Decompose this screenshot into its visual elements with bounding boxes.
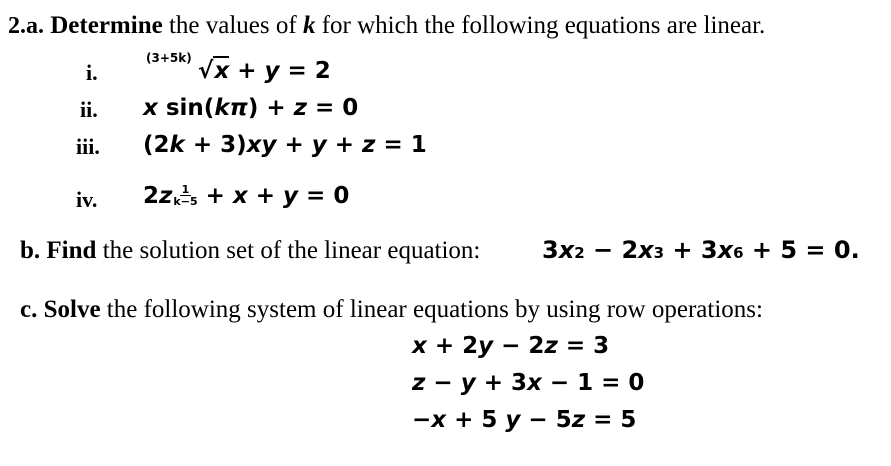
item-ii-equation: x sin(kπ) + z = 0 bbox=[143, 95, 359, 121]
part-a-text-after-k: for which the following equations are linear. bbox=[321, 12, 766, 39]
part-b-equation: 3x2 − 2x3 + 3x6 + 5 = 0. bbox=[542, 236, 860, 264]
item-iii-equation: (2k + 3)xy + y + z = 1 bbox=[143, 132, 427, 158]
system-equation-1: x + 2y − 2z = 3 bbox=[412, 333, 610, 359]
item-iv-numeral: iv. bbox=[76, 187, 98, 212]
part-a-label: 2.a. bbox=[8, 13, 44, 39]
sqrt-icon: √ bbox=[198, 58, 214, 84]
item-ii-numeral: ii. bbox=[80, 97, 98, 122]
item-iii-numeral: iii. bbox=[76, 134, 100, 159]
variable-k: k bbox=[302, 12, 316, 39]
system-equation-3: −x + 5 y − 5z = 5 bbox=[412, 407, 637, 433]
item-i-root-index: (3+5k) bbox=[146, 51, 192, 65]
item-i-equation: √x + y = 2 bbox=[198, 58, 331, 84]
part-a-bold-word: Determine bbox=[50, 12, 163, 39]
exponent-numerator: 1 bbox=[181, 183, 190, 196]
part-a-heading bbox=[8, 12, 765, 40]
item-i-numeral: i. bbox=[86, 60, 98, 85]
part-c-heading bbox=[20, 296, 763, 324]
part-b-heading bbox=[20, 237, 480, 265]
part-c-text: the following system of linear equations by using row operations: bbox=[106, 296, 763, 323]
exponent-denominator: k−5 bbox=[173, 195, 198, 208]
part-a-text-before-k: the values of bbox=[168, 12, 297, 39]
system-equation-2: z − y + 3x − 1 = 0 bbox=[412, 370, 645, 396]
exponent-fraction bbox=[173, 184, 197, 207]
part-b-text: the solution set of the linear equation: bbox=[102, 237, 481, 264]
item-iv-equation: 2z $\frac{1}{k-5}$ + x + y = 0 bbox=[143, 183, 350, 209]
part-b-label: b. Find bbox=[20, 237, 97, 264]
part-c-label: c. Solve bbox=[20, 296, 101, 323]
